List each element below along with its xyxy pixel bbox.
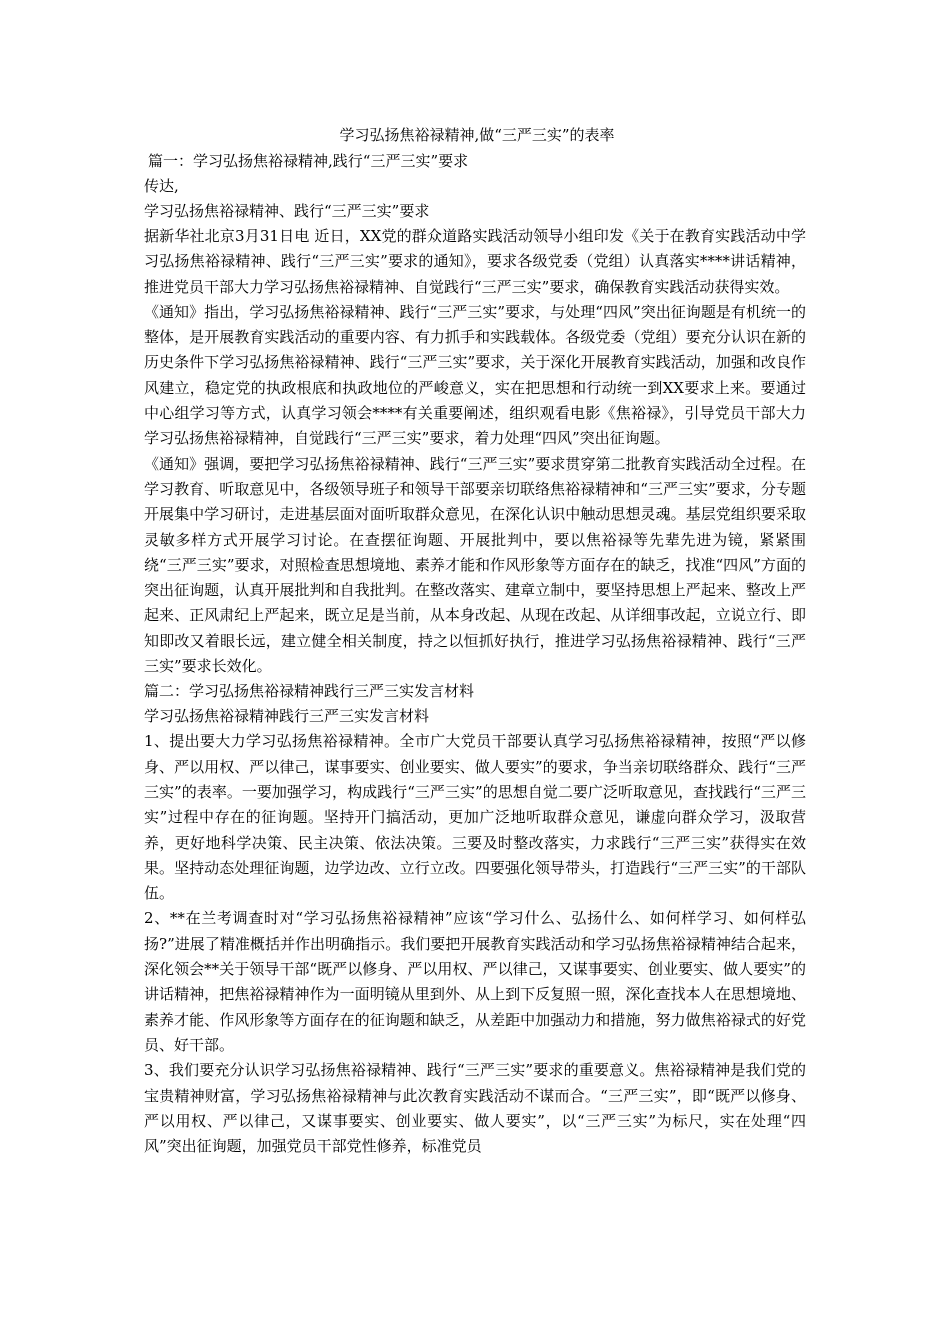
paragraph: 据新华社北京3月31日电 近日，XX党的群众道路实践活动领导小组印发《关于在教育实践活动中学习弘扬焦裕禄精神、践行“三严三实”要求的通知》，要求各级党委（党组）认真落实****讲话精神，推进党员干部大力学习弘扬焦裕禄精神、自觉践行“三严三实”要求，确保教育实践活动获得实效。 bbox=[144, 227, 806, 296]
document-body bbox=[144, 149, 806, 1159]
document-page bbox=[144, 124, 806, 1159]
section-heading-1: 篇一：学习弘扬焦裕禄精神,践行“三严三实”要求 bbox=[148, 152, 469, 170]
paragraph: 《通知》强调，要把学习弘扬焦裕禄精神、践行“三严三实”要求贯穿第二批教育实践活动全过程。在学习教育、听取意见中，各级领导班子和领导干部要亲切联络焦裕禄精神和“三严三实”要求，分专题开展集中学习研讨，走进基层面对面听取群众意见，在深化认识中触动思想灵魂。基层党组织要采取灵敏多样方式开展学习讨论。在查摆征询题、开展批判中，要以焦裕禄等先辈先进为镜，紧紧围绕“三严三实”要求，对照检查思想境地、素养才能和作风形象等方面存在的缺乏，找准“四风”方面的突出征询题，认真开展批判和自我批判。在整改落实、建章立制中，要坚持思想上严起来、整改上严起来、正风肃纪上严起来，既立足是当前，从本身改起、从现在改起、从详细事改起，立说立行、即知即改又着眼长远，建立健全相关制度，持之以恒抓好执行，推进学习弘扬焦裕禄精神、践行“三严三实”要求长效化。 bbox=[144, 454, 806, 676]
text-line: 学习弘扬焦裕禄精神、践行“三严三实”要求 bbox=[144, 202, 430, 220]
document-title: 学习弘扬焦裕禄精神,做“三严三实”的表率 bbox=[339, 126, 615, 144]
paragraph: 3、我们要充分认识学习弘扬焦裕禄精神、践行“三严三实”要求的重要意义。焦裕禄精神是我们党的宝贵精神财富，学习弘扬焦裕禄精神与此次教育实践活动不谋而合。“三严三实”，即“既严以修身、严以用权、严以律己，又谋事要实、创业要实、做人要实”，以“三严三实”为标尺，实在处理“四风”突出征询题，加强党员干部党性修养，标准党员 bbox=[144, 1061, 806, 1156]
section-heading-2: 篇二：学习弘扬焦裕禄精神践行三严三实发言材料 bbox=[144, 682, 475, 701]
paragraph: 《通知》指出，学习弘扬焦裕禄精神、践行“三严三实”要求，与处理“四风”突出征询题是有机统一的整体，是开展教育实践活动的重要内容、有力抓手和实践载体。各级党委（党组）要充分认识在新的历史条件下学习弘扬焦裕禄精神、践行“三严三实”要求，关于深化开展教育实践活动，加强和改良作风建立，稳定党的执政根底和执政地位的严峻意义，实在把思想和行动统一到XX要求上来。要通过中心组学习等方式，认真学习领会****有关重要阐述，组织观看电影《焦裕禄》，引导党员干部大力学习弘扬焦裕禄精神，自觉践行“三严三实”要求，着力处理“四风”突出征询题。 bbox=[144, 302, 806, 448]
text-line: 学习弘扬焦裕禄精神践行三严三实发言材料 bbox=[144, 707, 430, 726]
paragraph: 1、提出要大力学习弘扬焦裕禄精神。全市广大党员干部要认真学习弘扬焦裕禄精神，按照“严以修身、严以用权、严以律己，谋事要实、创业要实、做人要实”的要求，争当亲切联络群众、践行“三严三实”的表率。一要加强学习，构成践行“三严三实”的思想自觉二要广泛听取意见，查找践行“三严三实”过程中存在的征询题。坚持开门搞活动，更加广泛地听取群众意见，谦虚向群众学习，汲取营养，更好地科学决策、民主决策、依法决策。三要及时整改落实，力求践行“三严三实”获得实在效果。坚持动态处理征询题，边学边改、立行立改。四要强化领导带头，打造践行“三严三实”的干部队伍。 bbox=[144, 732, 806, 903]
paragraph: 2、**在兰考调查时对“学习弘扬焦裕禄精神”应该“学习什么、弘扬什么、如何样学习、如何样弘扬?”进展了精准概括并作出明确指示。我们要把开展教育实践活动和学习弘扬焦裕禄精神结合起来，深化领会**关于领导干部“既严以修身、严以用权、严以律己，又谋事要实、创业要实、做人要实”的讲话精神，把焦裕禄精神作为一面明镜从里到外、从上到下反复照一照，深化查找本人在思想境地、素养才能、作风形象等方面存在的征询题和缺乏，从差距中加强动力和措施，努力做焦裕禄式的好党员、好干部。 bbox=[144, 909, 806, 1054]
text-line: 传达, bbox=[144, 177, 179, 195]
